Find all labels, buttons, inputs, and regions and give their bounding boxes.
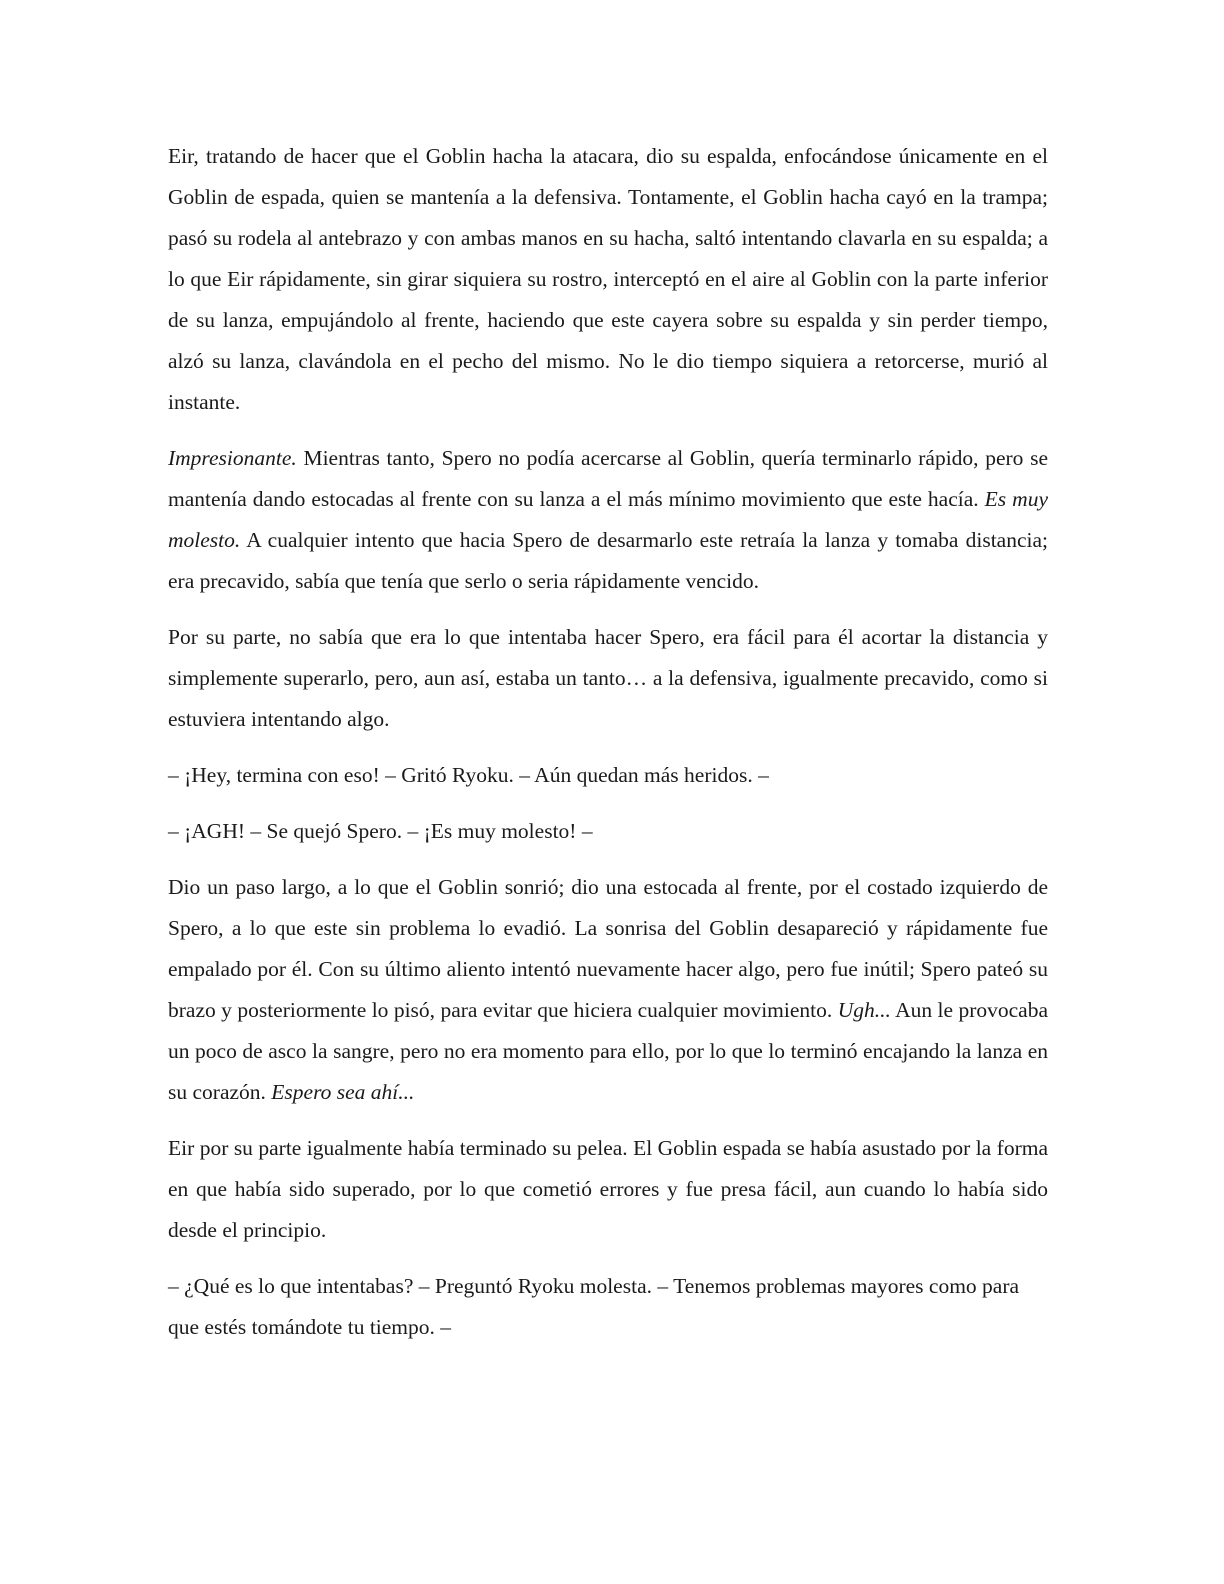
story-text [168, 136, 1048, 1363]
italic-thought: Ugh... [837, 998, 891, 1022]
paragraph [168, 617, 1048, 740]
paragraph-text: Eir, tratando de hacer que el Goblin hacha la atacara, dio su espalda, enfocándose únicamente en el Goblin de espada, quien se mantenía a la defensiva. Tontamente, el Goblin hacha cayó en la trampa; pasó su rodela al antebrazo y con ambas manos en su hacha, saltó intentando clavarla en su espalda; a lo que Eir rápidamente, sin girar siquiera su rostro, interceptó en el aire al Goblin con la parte inferior de su lanza, empujándolo al frente, haciendo que este cayera sobre su espalda y sin perder tiempo, alzó su lanza, clavándola en el pecho del mismo. No le dio tiempo siquiera a retorcerse, murió al instante. [168, 144, 1048, 414]
dialog-line [168, 811, 1048, 852]
paragraph-text: Eir por su parte igualmente había terminado su pelea. El Goblin espada se había asustado por la forma en que había sido superado, por lo que cometió errores y fue presa fácil, aun cuando lo había sido desde el principio. [168, 1136, 1048, 1242]
paragraph-text: A cualquier intento que hacia Spero de desarmarlo este retraía la lanza y tomaba distancia; era precavido, sabía que tenía que serlo o seria rápidamente vencido. [168, 528, 1048, 593]
dialog-text: – ¡AGH! – Se quejó Spero. – ¡Es muy molesto! – [168, 819, 593, 843]
paragraph-text: Por su parte, no sabía que era lo que intentaba hacer Spero, era fácil para él acortar la distancia y simplemente superarlo, pero, aun así, estaba un tanto… a la defensiva, igualmente precavido, como si estuviera intentando algo. [168, 625, 1048, 731]
dialog-line [168, 755, 1048, 796]
paragraph [168, 1128, 1048, 1251]
paragraph-text: Mientras tanto, Spero no podía acercarse al Goblin, quería terminarlo rápido, pero se mantenía dando estocadas al frente con su lanza a el más mínimo movimiento que este hacía. [168, 446, 1048, 511]
dialog-line [168, 1266, 1048, 1348]
paragraph [168, 867, 1048, 1113]
paragraph-text: Dio un paso largo, a lo que el Goblin sonrió; dio una estocada al frente, por el costado izquierdo de Spero, a lo que este sin problema lo evadió. La sonrisa del Goblin desapareció y rápidamente fue empalado por él. Con su último aliento intentó nuevamente hacer algo, pero fue inútil; Spero pateó su brazo y posteriormente lo pisó, para evitar que hiciera cualquier movimiento. [168, 875, 1048, 1022]
italic-thought: Espero sea ahí... [271, 1080, 415, 1104]
paragraph [168, 136, 1048, 423]
dialog-text: – ¿Qué es lo que intentabas? – Preguntó Ryoku molesta. – Tenemos problemas mayores como para que estés tomándote tu tiempo. – [168, 1274, 1020, 1339]
italic-thought: Impresionante. [168, 446, 297, 470]
italic-thought: Es muy molesto. [168, 487, 1048, 552]
paragraph [168, 438, 1048, 602]
paragraph-text: Aun le provocaba un poco de asco la sangre, pero no era momento para ello, por lo que lo terminó encajando la lanza en su corazón. [168, 998, 1048, 1104]
dialog-text: – ¡Hey, termina con eso! – Gritó Ryoku. – Aún quedan más heridos. – [168, 763, 769, 787]
